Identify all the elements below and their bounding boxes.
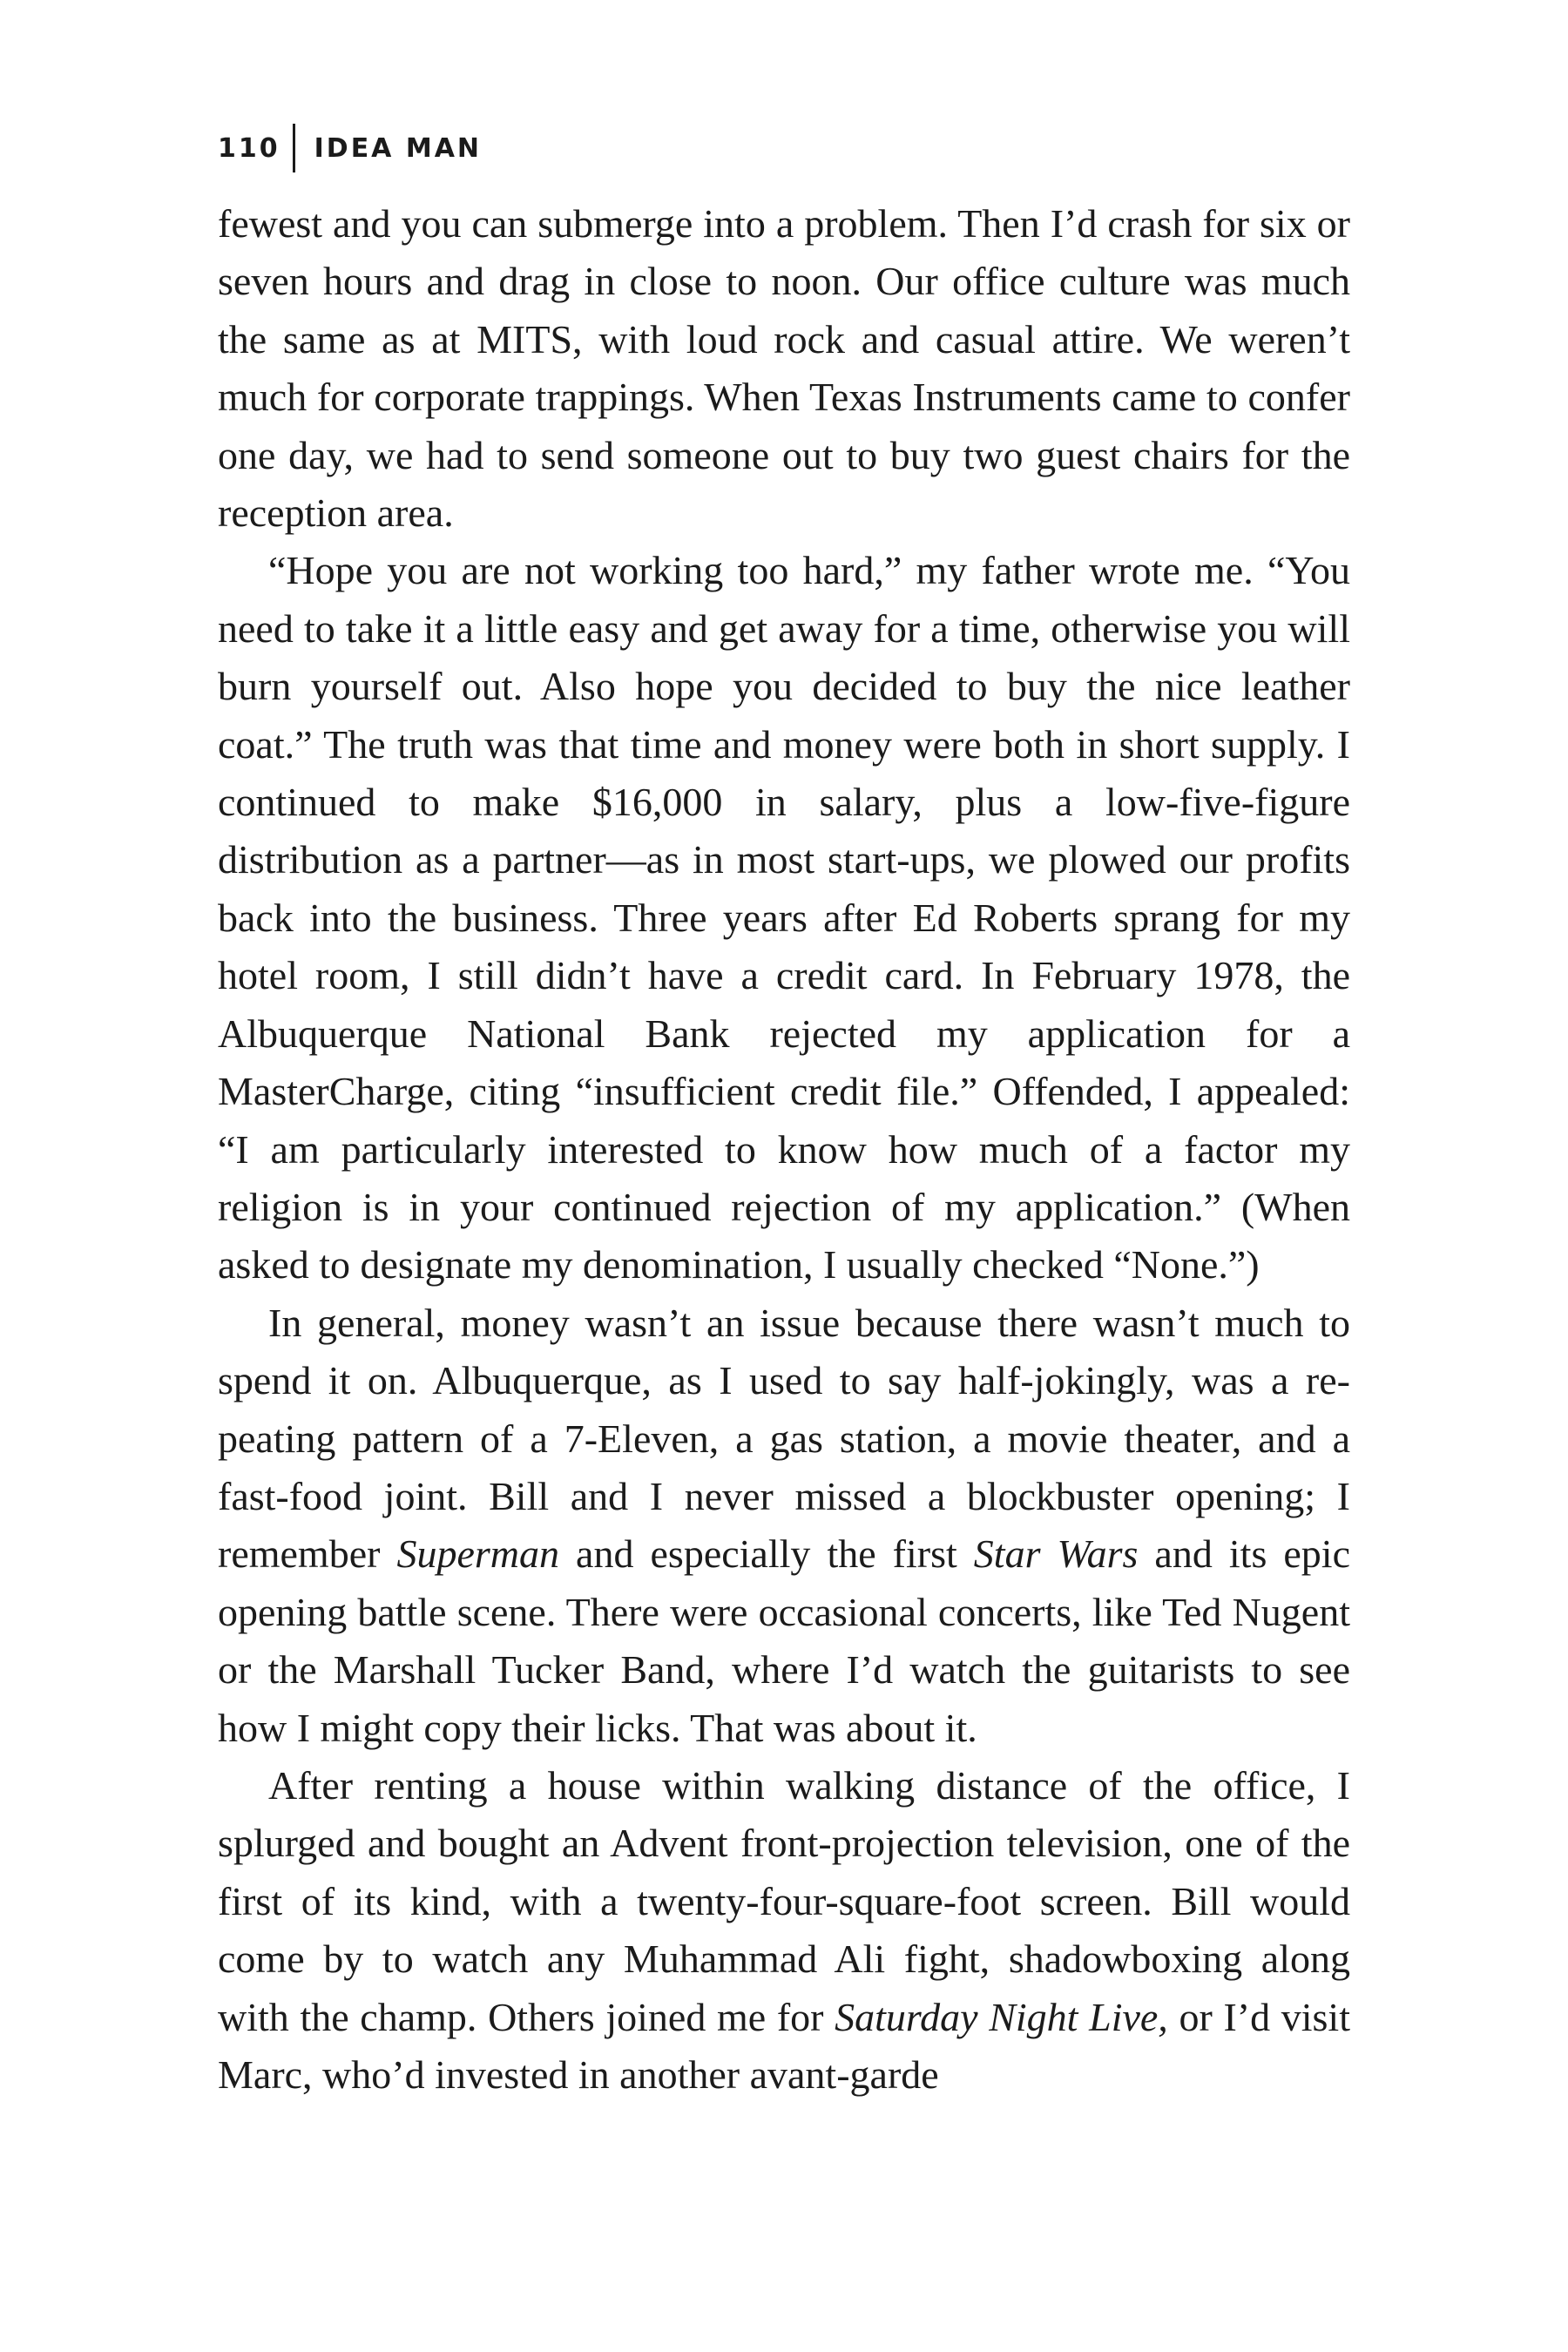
page-number: 110 (218, 132, 280, 164)
paragraph (218, 542, 1350, 1294)
paragraph (218, 195, 1350, 542)
italic-title-text: Saturday Night Live, (835, 1994, 1168, 2039)
paragraph-text: After renting a house within walking distance of the office, I splurged and bought an Advent front-projection television, one of the first of its kind, with a twenty-four-square-foot screen. Bill would come by to watch any Muhammad Ali fight, shadowboxing along with the champ. Others joined me for (218, 1762, 1350, 2039)
paragraph-text: and especially the first (559, 1531, 974, 1577)
paragraph-text: and its epic opening battle scene. There were occasional concerts, like Ted Nugent or the Marshall Tucker Band, where I’d watch the guitarists to see how I might copy their licks. That was about it. (218, 1531, 1350, 1750)
paragraph-text: “Hope you are not working too hard,” my father wrote me. “You need to take it a little easy and get away for a time, otherwise you will burn yourself out. Also hope you decided to buy the nice leather coat.” The truth was that time and money were both in short supply. I continued to make $16,000 in salary, plus a low-five-figure distribution as a partner—as in most start-ups, we plowed our profits back into the business. Three years after Ed Roberts sprang for my hotel room, I still didn’t have a credit card. In February 1978, the Albuquerque National Bank rejected my application for a MasterCharge, citing “insufficient credit file.” Offended, I appealed: “I am particularly interested to know how much of a factor my religion is in your continued rejection of my application.” (When asked to designate my denomination, I usually checked “None.”) (218, 548, 1350, 1288)
header-divider (293, 124, 295, 172)
italic-title-text: Star Wars (973, 1531, 1139, 1577)
book-page (218, 122, 1350, 2104)
paragraph (218, 1757, 1350, 2104)
paragraph-text: or I’d visit Marc, who’d invested in another avant-garde (218, 1994, 1350, 2097)
paragraph-text: fewest and you can submerge into a problem. Then I’d crash for six or seven hours and drag in close to noon. Our office culture was much the same as at MITS, with loud rock and casual attire. We weren’t much for corporate trappings. When Texas Instruments came to confer one day, we had to send someone out to buy two guest chairs for the reception area. (218, 201, 1350, 536)
book-title: IDEA MAN (314, 132, 483, 164)
italic-title-text: Superman (396, 1531, 560, 1577)
paragraph (218, 1294, 1350, 1757)
body-text (218, 195, 1350, 2104)
paragraph-text: In general, money wasn’t an issue because there wasn’t much to spend it on. Albuquerque, as I used to say half-jokingly, was a repeating pattern of a 7-Eleven, a gas station, a movie theater, and a fast-food joint. Bill and I never missed a blockbuster opening; I remember (218, 1300, 1350, 1577)
running-head (218, 122, 1350, 174)
